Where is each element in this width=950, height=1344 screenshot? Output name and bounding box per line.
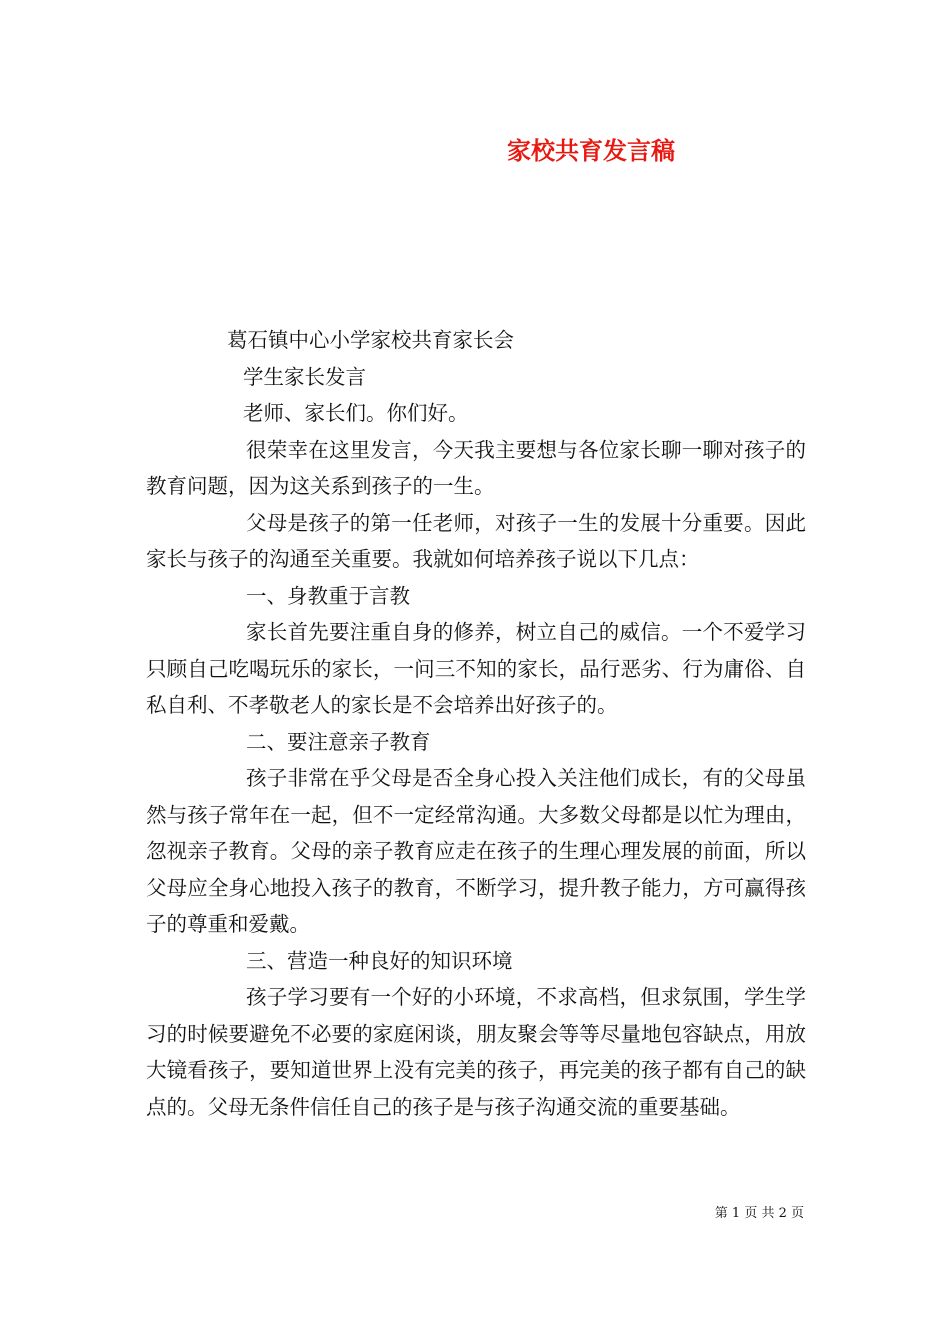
heading-section-2: 二、要注意亲子教育 (246, 729, 431, 754)
page-footer: 第 1 页 共 2 页 (714, 1206, 804, 1221)
paragraph-section-2: 孩子非常在乎父母是否全身心投入关注他们成长，有的父母虽然与孩子常年在一起，但不一定经常沟通。大多数父母都是以忙为理由，忽视亲子教育。父母的亲子教育应走在孩子的生理心理发展的前面，所以父母应全身心地投入孩子的教育，不断学习，提升教子能力，方可赢得孩子的尊重和爱戴。 (146, 766, 806, 936)
paragraph-intro: 很荣幸在这里发言，今天我主要想与各位家长聊一聊对孩子的教育问题，因为这关系到孩子的一生。 (146, 437, 806, 498)
document-title: 家校共育发言稿 (507, 136, 675, 165)
paragraph-greeting: 老师、家长们。你们好。 (243, 401, 469, 425)
heading-section-3: 三、营造一种良好的知识环境 (246, 948, 513, 973)
paragraph-section-1: 家长首先要注重自身的修养，树立自己的威信。一个不爱学习只顾自己吃喝玩乐的家长，一问三不知的家长，品行恶劣、行为庸俗、自私自利、不孝敬老人的家长是不会培养出好孩子的。 (146, 620, 806, 717)
paragraph-school-meeting: 葛石镇中心小学家校共育家长会 (227, 328, 514, 352)
heading-section-1: 一、身教重于言教 (246, 583, 410, 608)
paragraph-parents-first-teacher: 父母是孩子的第一任老师，对孩子一生的发展十分重要。因此家长与孩子的沟通至关重要。我就如何培养孩子说以下几点： (146, 510, 806, 571)
paragraph-speaker: 学生家长发言 (243, 364, 366, 389)
paragraph-section-3: 孩子学习要有一个好的小环境，不求高档，但求氛围，学生学习的时候要避免不必要的家庭闲谈，朋友聚会等等尽量地包容缺点，用放大镜看孩子，要知道世界上没有完美的孩子，再完美的孩子都有自己的缺点的。父母无条件信任自己的孩子是与孩子沟通交流的重要基础。 (146, 985, 806, 1119)
document-body (146, 322, 806, 1125)
